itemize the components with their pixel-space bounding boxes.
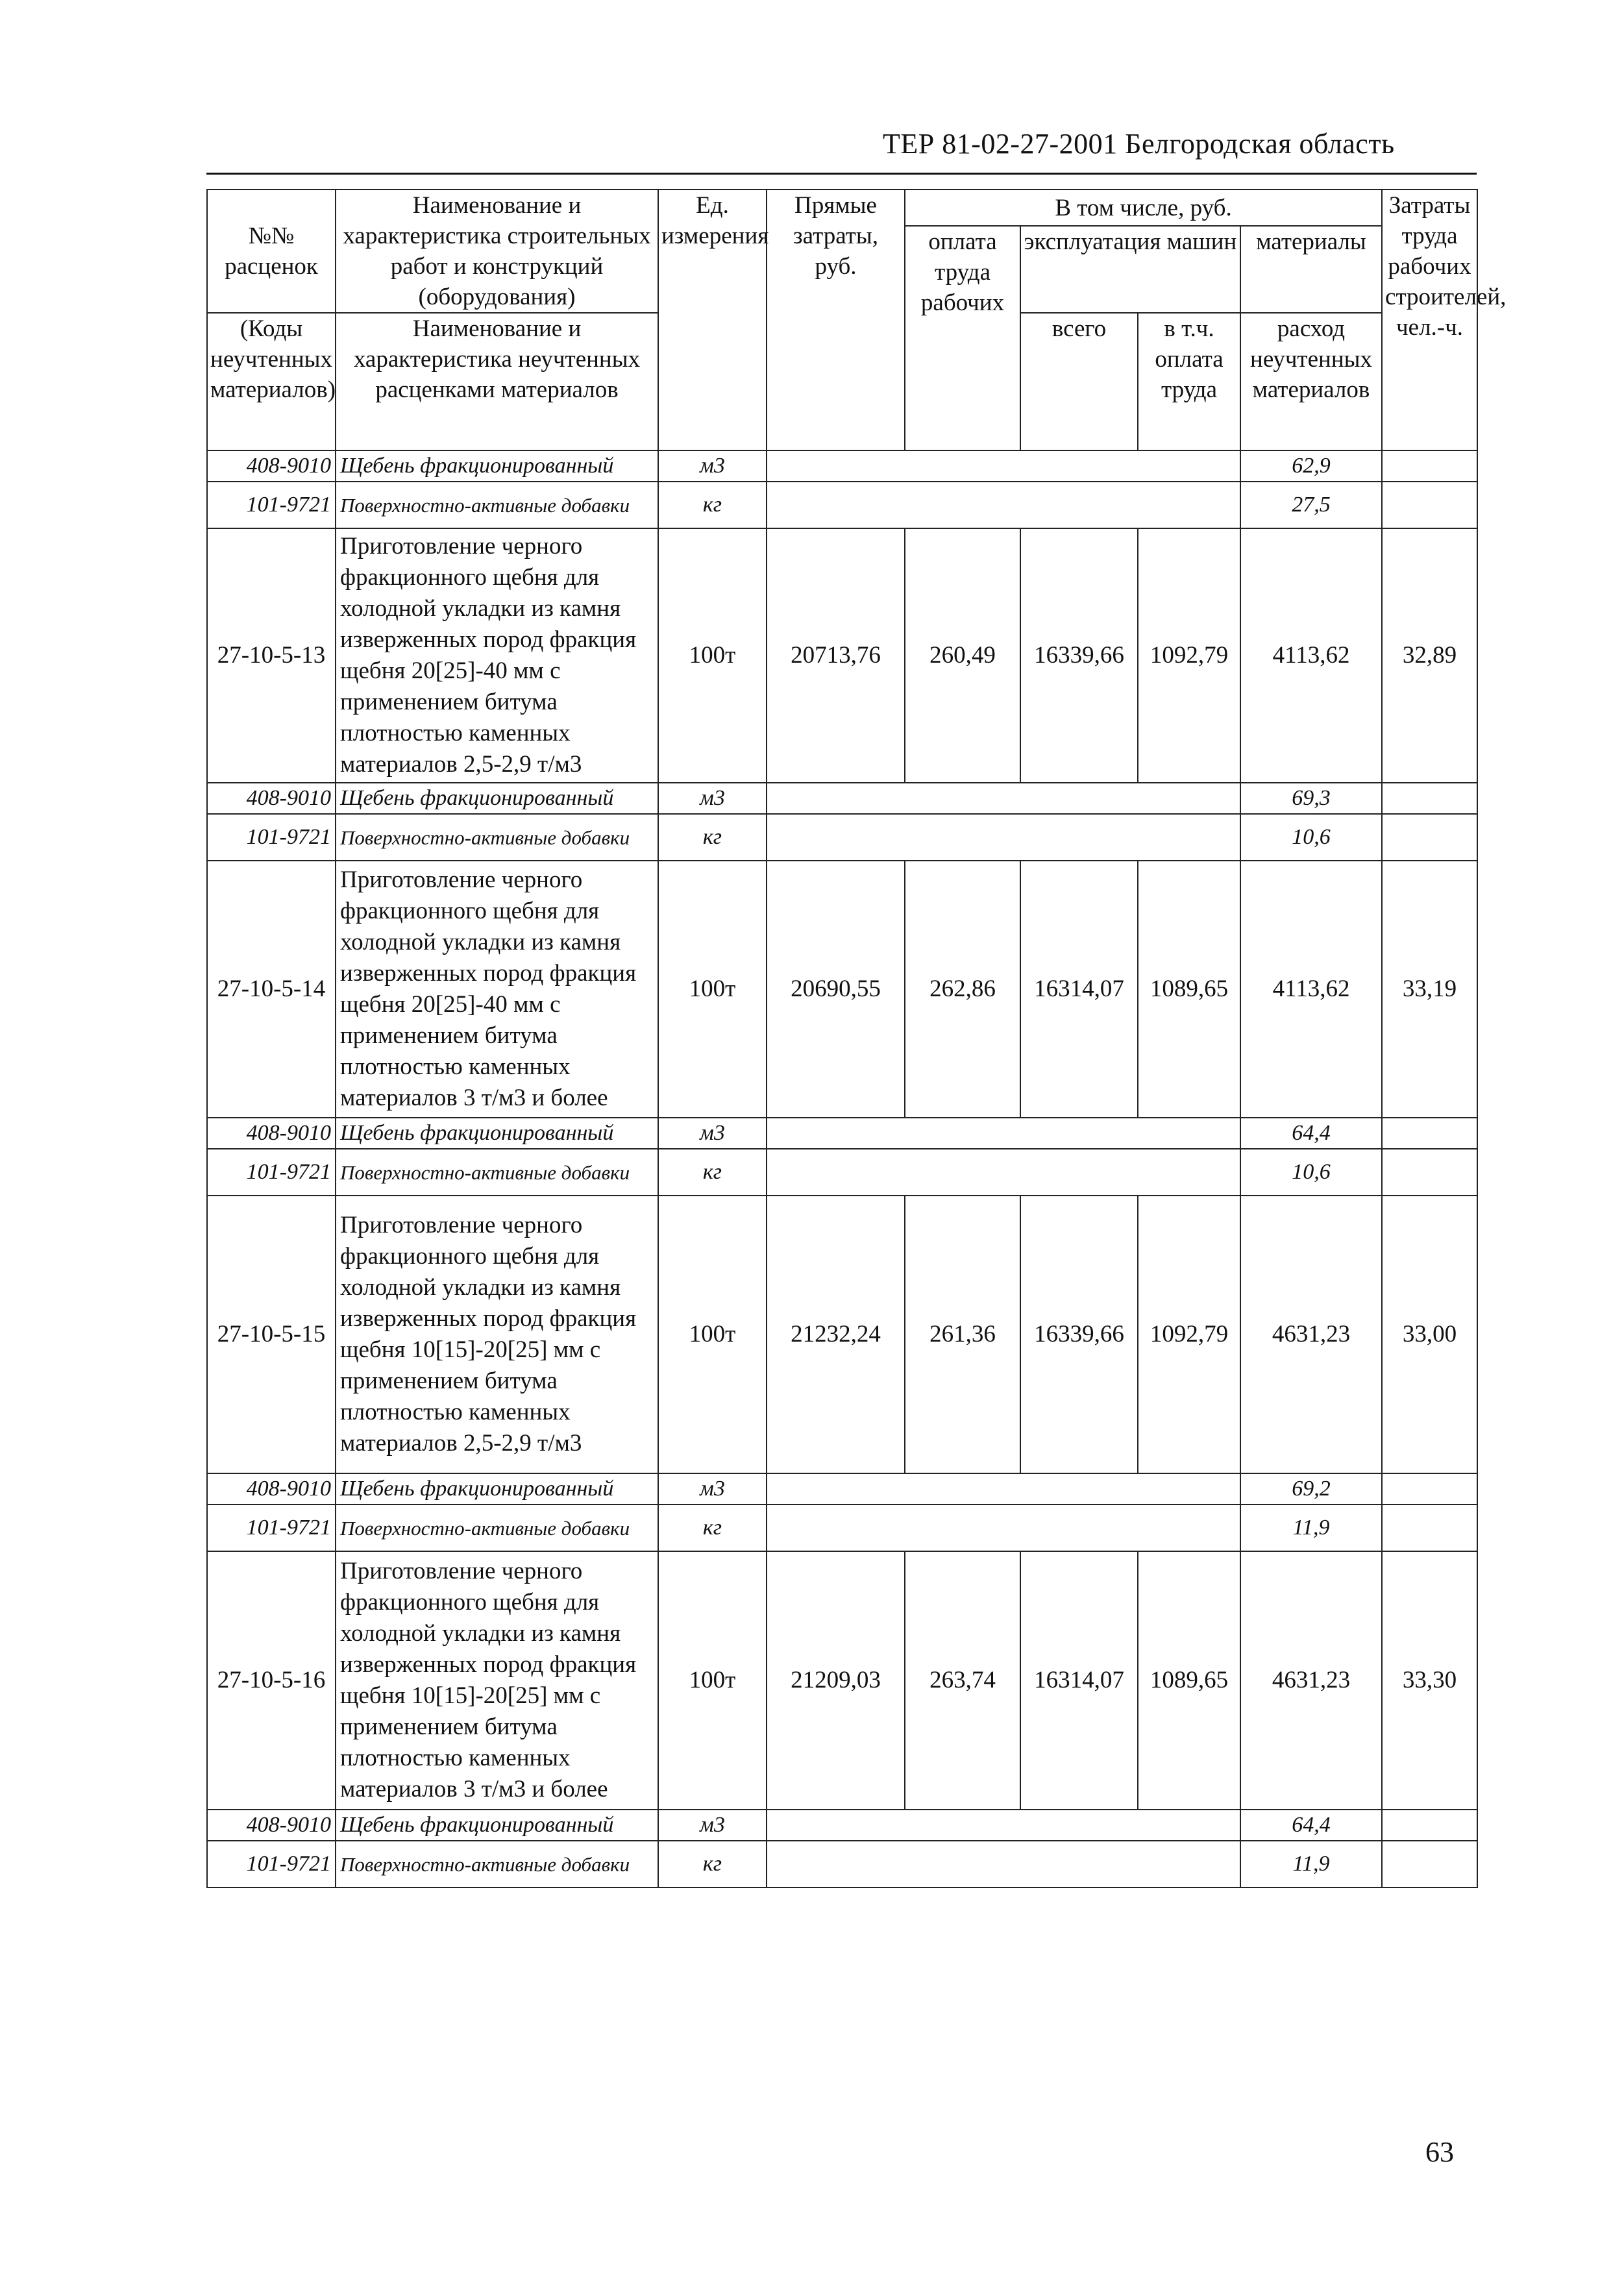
material-code: 101-9721 xyxy=(207,1149,336,1196)
material-row xyxy=(207,783,1477,814)
rate-wage: 262,86 xyxy=(905,861,1020,1118)
header-name: Наименование и характеристика строительных работ и конструкций (оборудования) xyxy=(336,190,658,313)
table-row xyxy=(207,861,1477,1118)
rate-machines-wage: 1089,65 xyxy=(1138,861,1240,1118)
material-name: Щебень фракционированный xyxy=(336,450,658,482)
material-empty xyxy=(767,1810,1240,1841)
material-name: Поверхностно-активные добавки xyxy=(336,1149,658,1196)
material-labor-empty xyxy=(1382,814,1477,861)
material-consumption: 10,6 xyxy=(1240,1149,1382,1196)
rate-machines-wage: 1092,79 xyxy=(1138,528,1240,783)
material-row xyxy=(207,450,1477,482)
rate-machines-total: 16339,66 xyxy=(1020,1196,1138,1473)
header-rule xyxy=(206,173,1477,175)
rate-code: 27-10-5-13 xyxy=(207,528,336,783)
material-empty xyxy=(767,482,1240,528)
material-consumption: 10,6 xyxy=(1240,814,1382,861)
material-labor-empty xyxy=(1382,1841,1477,1887)
rate-code: 27-10-5-16 xyxy=(207,1551,336,1810)
header-labor: Затраты труда рабочих строителей, чел.-ч. xyxy=(1382,190,1477,450)
material-empty xyxy=(767,1505,1240,1551)
material-code: 408-9010 xyxy=(207,1473,336,1505)
material-name: Поверхностно-активные добавки xyxy=(336,1841,658,1887)
table-row xyxy=(207,528,1477,783)
material-empty xyxy=(767,814,1240,861)
material-name: Щебень фракционированный xyxy=(336,1810,658,1841)
rate-unit: 100т xyxy=(658,1551,767,1810)
material-labor-empty xyxy=(1382,1473,1477,1505)
rate-wage: 263,74 xyxy=(905,1551,1020,1810)
material-consumption: 11,9 xyxy=(1240,1505,1382,1551)
rate-unit: 100т xyxy=(658,528,767,783)
header-code-alt: (Коды неучтенных материалов) xyxy=(207,313,336,450)
material-labor-empty xyxy=(1382,1810,1477,1841)
page-number: 63 xyxy=(1425,2136,1454,2168)
material-empty xyxy=(767,783,1240,814)
material-consumption: 11,9 xyxy=(1240,1841,1382,1887)
material-code: 408-9010 xyxy=(207,783,336,814)
material-unit: м3 xyxy=(658,1810,767,1841)
material-row xyxy=(207,814,1477,861)
rate-machines-total: 16314,07 xyxy=(1020,861,1138,1118)
material-unit: м3 xyxy=(658,1473,767,1505)
material-consumption: 69,3 xyxy=(1240,783,1382,814)
rate-labor: 33,30 xyxy=(1382,1551,1477,1810)
material-row xyxy=(207,1810,1477,1841)
material-unit: кг xyxy=(658,814,767,861)
rate-machines-total: 16314,07 xyxy=(1020,1551,1138,1810)
document-title: ТЕР 81-02-27-2001 Белгородская область xyxy=(883,128,1395,160)
material-unit: кг xyxy=(658,1505,767,1551)
rate-description: Приготовление черного фракционного щебня для холодной укладки из камня изверженных пород фракция щебня 10[15]-20[25] мм с применением битума плотностью каменных материалов 2,5-2,9 т/м3 xyxy=(336,1196,658,1473)
rate-code: 27-10-5-15 xyxy=(207,1196,336,1473)
material-consumption: 64,4 xyxy=(1240,1810,1382,1841)
header-name-alt: Наименование и характеристика неучтенных расценками материалов xyxy=(336,313,658,450)
rate-materials: 4631,23 xyxy=(1240,1551,1382,1810)
material-name: Щебень фракционированный xyxy=(336,1473,658,1505)
header-wage: оплата труда рабочих xyxy=(905,226,1020,450)
rate-unit: 100т xyxy=(658,861,767,1118)
rate-machines-wage: 1089,65 xyxy=(1138,1551,1240,1810)
material-unit: кг xyxy=(658,1841,767,1887)
material-code: 408-9010 xyxy=(207,450,336,482)
header-machines: эксплуатация машин xyxy=(1020,226,1240,313)
rate-unit: 100т xyxy=(658,1196,767,1473)
material-name: Поверхностно-активные добавки xyxy=(336,482,658,528)
material-row xyxy=(207,1149,1477,1196)
material-name: Щебень фракционированный xyxy=(336,783,658,814)
material-labor-empty xyxy=(1382,450,1477,482)
header-machines-wage: в т.ч. оплата труда xyxy=(1138,313,1240,450)
rate-labor: 33,00 xyxy=(1382,1196,1477,1473)
header-code: №№ расценок xyxy=(207,190,336,313)
rate-wage: 261,36 xyxy=(905,1196,1020,1473)
material-labor-empty xyxy=(1382,1505,1477,1551)
price-table xyxy=(206,189,1507,1888)
material-labor-empty xyxy=(1382,482,1477,528)
rate-direct-cost: 21232,24 xyxy=(767,1196,905,1473)
header-materials: материалы xyxy=(1240,226,1382,313)
material-code: 101-9721 xyxy=(207,1841,336,1887)
material-empty xyxy=(767,1149,1240,1196)
material-code: 408-9010 xyxy=(207,1118,336,1149)
rate-materials: 4113,62 xyxy=(1240,528,1382,783)
header-mat-consumption: расход неучтенных материалов xyxy=(1240,313,1382,450)
rate-direct-cost: 20690,55 xyxy=(767,861,905,1118)
material-unit: м3 xyxy=(658,450,767,482)
material-labor-empty xyxy=(1382,1149,1477,1196)
header-incl: В том числе, руб. xyxy=(905,190,1382,226)
rate-labor: 33,19 xyxy=(1382,861,1477,1118)
rate-direct-cost: 20713,76 xyxy=(767,528,905,783)
material-row xyxy=(207,1505,1477,1551)
material-empty xyxy=(767,450,1240,482)
rate-description: Приготовление черного фракционного щебня для холодной укладки из камня изверженных пород фракция щебня 10[15]-20[25] мм с применением битума плотностью каменных материалов 3 т/м3 и более xyxy=(336,1551,658,1810)
rate-description: Приготовление черного фракционного щебня для холодной укладки из камня изверженных пород фракция щебня 20[25]-40 мм с применением битума плотностью каменных материалов 3 т/м3 и более xyxy=(336,861,658,1118)
material-labor-empty xyxy=(1382,783,1477,814)
material-row xyxy=(207,1841,1477,1887)
material-unit: кг xyxy=(658,1149,767,1196)
table-row xyxy=(207,1551,1477,1810)
material-consumption: 62,9 xyxy=(1240,450,1382,482)
rate-materials: 4631,23 xyxy=(1240,1196,1382,1473)
rate-code: 27-10-5-14 xyxy=(207,861,336,1118)
material-unit: м3 xyxy=(658,1118,767,1149)
rate-machines-wage: 1092,79 xyxy=(1138,1196,1240,1473)
rate-direct-cost: 21209,03 xyxy=(767,1551,905,1810)
material-code: 101-9721 xyxy=(207,482,336,528)
rate-description: Приготовление черного фракционного щебня для холодной укладки из камня изверженных пород фракция щебня 20[25]-40 мм с применением битума плотностью каменных материалов 2,5-2,9 т/м3 xyxy=(336,528,658,783)
header-machines-total: всего xyxy=(1020,313,1138,450)
header-unit: Ед. измерения xyxy=(658,190,767,450)
material-consumption: 69,2 xyxy=(1240,1473,1382,1505)
header-direct: Прямые затраты, руб. xyxy=(767,190,905,450)
material-consumption: 27,5 xyxy=(1240,482,1382,528)
material-row xyxy=(207,1473,1477,1505)
material-empty xyxy=(767,1841,1240,1887)
material-name: Поверхностно-активные добавки xyxy=(336,1505,658,1551)
material-unit: кг xyxy=(658,482,767,528)
table-row xyxy=(207,1196,1477,1473)
material-unit: м3 xyxy=(658,783,767,814)
material-row xyxy=(207,1118,1477,1149)
material-row xyxy=(207,482,1477,528)
rate-wage: 260,49 xyxy=(905,528,1020,783)
material-labor-empty xyxy=(1382,1118,1477,1149)
material-code: 101-9721 xyxy=(207,1505,336,1551)
material-code: 101-9721 xyxy=(207,814,336,861)
material-name: Щебень фракционированный xyxy=(336,1118,658,1149)
material-consumption: 64,4 xyxy=(1240,1118,1382,1149)
rate-machines-total: 16339,66 xyxy=(1020,528,1138,783)
material-empty xyxy=(767,1118,1240,1149)
rate-labor: 32,89 xyxy=(1382,528,1477,783)
material-empty xyxy=(767,1473,1240,1505)
material-name: Поверхностно-активные добавки xyxy=(336,814,658,861)
rate-materials: 4113,62 xyxy=(1240,861,1382,1118)
material-code: 408-9010 xyxy=(207,1810,336,1841)
